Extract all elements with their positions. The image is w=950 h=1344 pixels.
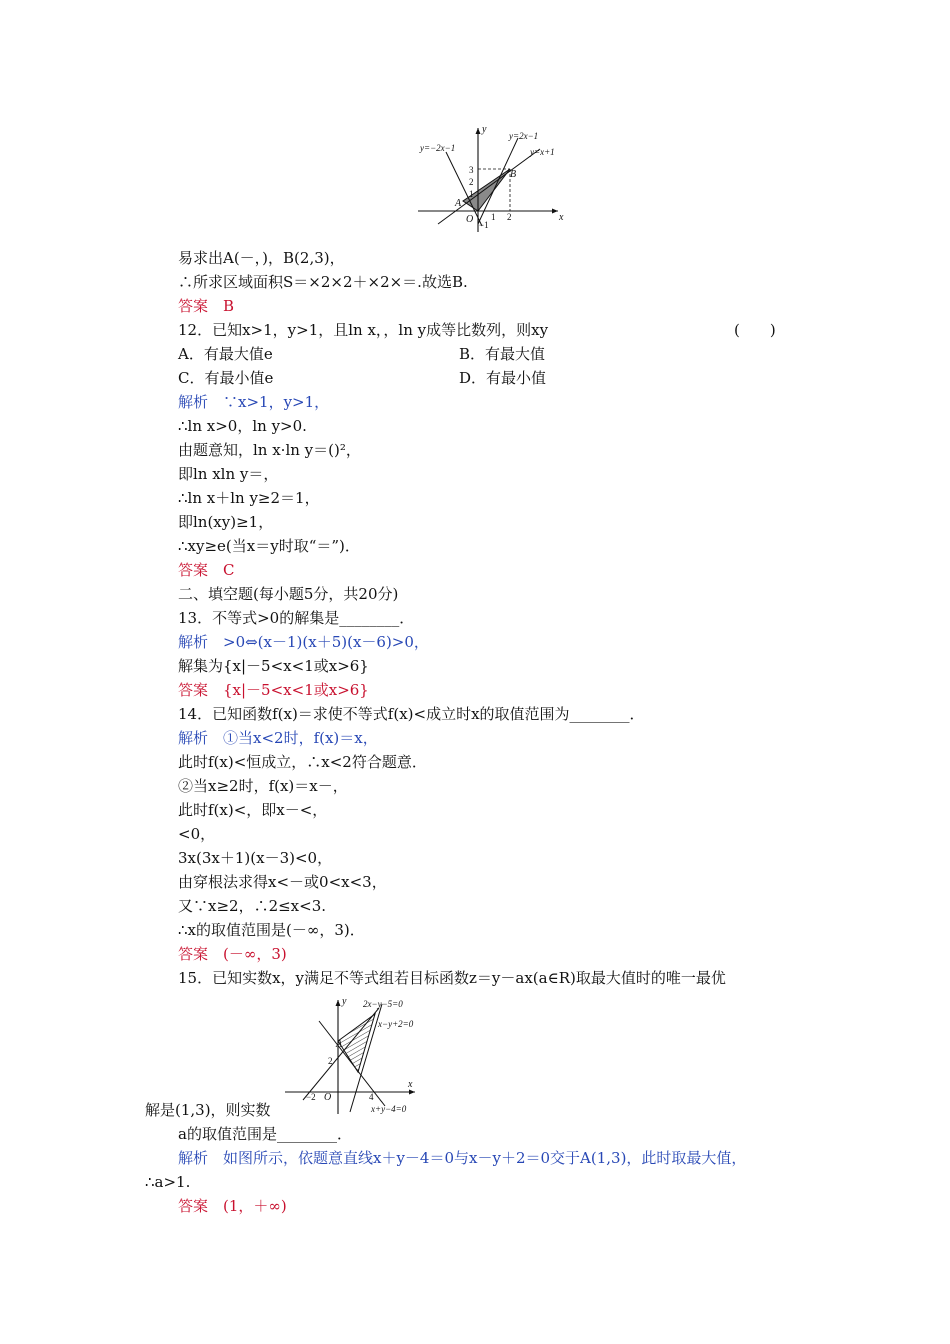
y-tick-neg1: −1 <box>479 220 489 230</box>
text-line: 解集为{x|－5<x<1或x>6} <box>178 657 369 675</box>
y-axis-label: y <box>482 124 487 135</box>
text-line: a的取值范围是________． <box>178 1125 352 1143</box>
text-line: 由题意知，ln x·ln y＝()²， <box>178 441 361 459</box>
x-tick-neg2: −2 <box>306 1092 316 1102</box>
answer-blank: ( ) <box>734 321 776 339</box>
y-tick-3: 3 <box>469 165 474 175</box>
y-tick-2: 2 <box>328 1056 333 1066</box>
x-tick-1: 1 <box>491 212 496 222</box>
hatched-region <box>338 1014 375 1072</box>
text-line: ∴a>1. <box>145 1173 191 1191</box>
option-b: B．有最大值 <box>459 345 546 363</box>
answer-line: 答案 B <box>178 297 235 315</box>
text-line: 由穿根法求得x<－或0<x<3， <box>178 873 387 891</box>
option-c: C．有最小值e <box>178 369 274 387</box>
question-line: 12．已知x>1，y>1，且ln x，，ln y成等比数列，则xy <box>178 321 549 339</box>
x-tick-4: 4 <box>369 1092 374 1102</box>
question-line: 14．已知函数f(x)＝求使不等式f(x)<成立时x的取值范围为________． <box>178 705 645 723</box>
section-heading: 二、填空题(每小题5分，共20分) <box>178 585 399 603</box>
answer-line: 答案 {x|－5<x<1或x>6} <box>178 681 369 699</box>
text-line: ∴ln x＋ln y≥2＝1， <box>178 489 320 507</box>
figure-feasible-region-1 <box>418 124 568 234</box>
point-A-label: A <box>336 1039 343 1050</box>
text-line: ∴ln x>0，ln y>0. <box>178 417 307 435</box>
text-line: 此时f(x)<恒成立，∴x<2符合题意． <box>178 753 427 771</box>
y-axis-label: y <box>342 996 347 1007</box>
x-tick-2: 2 <box>507 212 512 222</box>
line-label-3: x+y−4=0 <box>371 1104 407 1114</box>
text-line: <0， <box>178 825 216 843</box>
line-label-3: y=x+1 <box>530 147 555 157</box>
question-line: 15．已知实数x，y满足不等式组若目标函数z＝y－ax(a∈R)取最大值时的唯一最优 <box>178 969 726 987</box>
y-tick-2: 2 <box>469 177 474 187</box>
y-tick-1: 1 <box>469 189 474 199</box>
origin-label: O <box>324 1092 332 1103</box>
answer-line: 答案 (－∞，3) <box>178 945 287 963</box>
analysis-line: 解析 如图所示，依题意直线x＋y－4＝0与x－y＋2＝0交于A(1,3)，此时取最大值， <box>178 1149 747 1167</box>
line-label-1: 2x−y−5=0 <box>363 999 403 1009</box>
option-d: D．有最小值 <box>459 369 547 387</box>
line-label-1: y=−2x−1 <box>420 143 456 153</box>
origin-label: O <box>466 214 474 225</box>
analysis-line: 解析 ①当x<2时，f(x)＝x， <box>178 729 378 747</box>
text-line: 即ln(xy)≥1， <box>178 513 274 531</box>
text-line: 此时f(x)<，即x－<， <box>178 801 328 819</box>
text-line: ∴所求区域面积S＝×2×2＋×2×＝.故选B. <box>178 273 468 291</box>
text-line: ②当x≥2时，f(x)＝x－， <box>178 777 348 795</box>
x-axis-label: x <box>559 212 564 223</box>
line-label-2: y=2x−1 <box>509 131 539 141</box>
figure-feasible-region-2 <box>285 996 420 1116</box>
point-A-label: A <box>455 198 462 209</box>
text-line: 易求出A(－，)，B(2,3)， <box>178 249 345 267</box>
answer-line: 答案 (1，＋∞) <box>178 1197 287 1215</box>
text-line: 3x(3x＋1)(x－3)<0， <box>178 849 333 867</box>
answer-line: 答案 C <box>178 561 235 579</box>
question-line: 13．不等式>0的解集是________． <box>178 609 415 627</box>
option-a: A．有最大值e <box>178 345 273 363</box>
line-label-2: x−y+2=0 <box>378 1019 414 1029</box>
text-line: 即ln xln y＝， <box>178 465 279 483</box>
text-line: 解是(1,3)，则实数 <box>145 1101 271 1119</box>
text-line: 又∵x≥2，∴2≤x<3. <box>178 897 327 915</box>
text-line: ∴x的取值范围是(－∞，3)． <box>178 921 365 939</box>
analysis-line: 解析 ∵x>1，y>1， <box>178 393 330 411</box>
point-B-label: B <box>510 169 517 180</box>
analysis-line: 解析 >0⇔(x－1)(x＋5)(x－6)>0， <box>178 633 429 651</box>
x-axis-label: x <box>408 1079 413 1090</box>
text-line: ∴xy≥e(当x＝y时取“＝”)． <box>178 537 360 555</box>
